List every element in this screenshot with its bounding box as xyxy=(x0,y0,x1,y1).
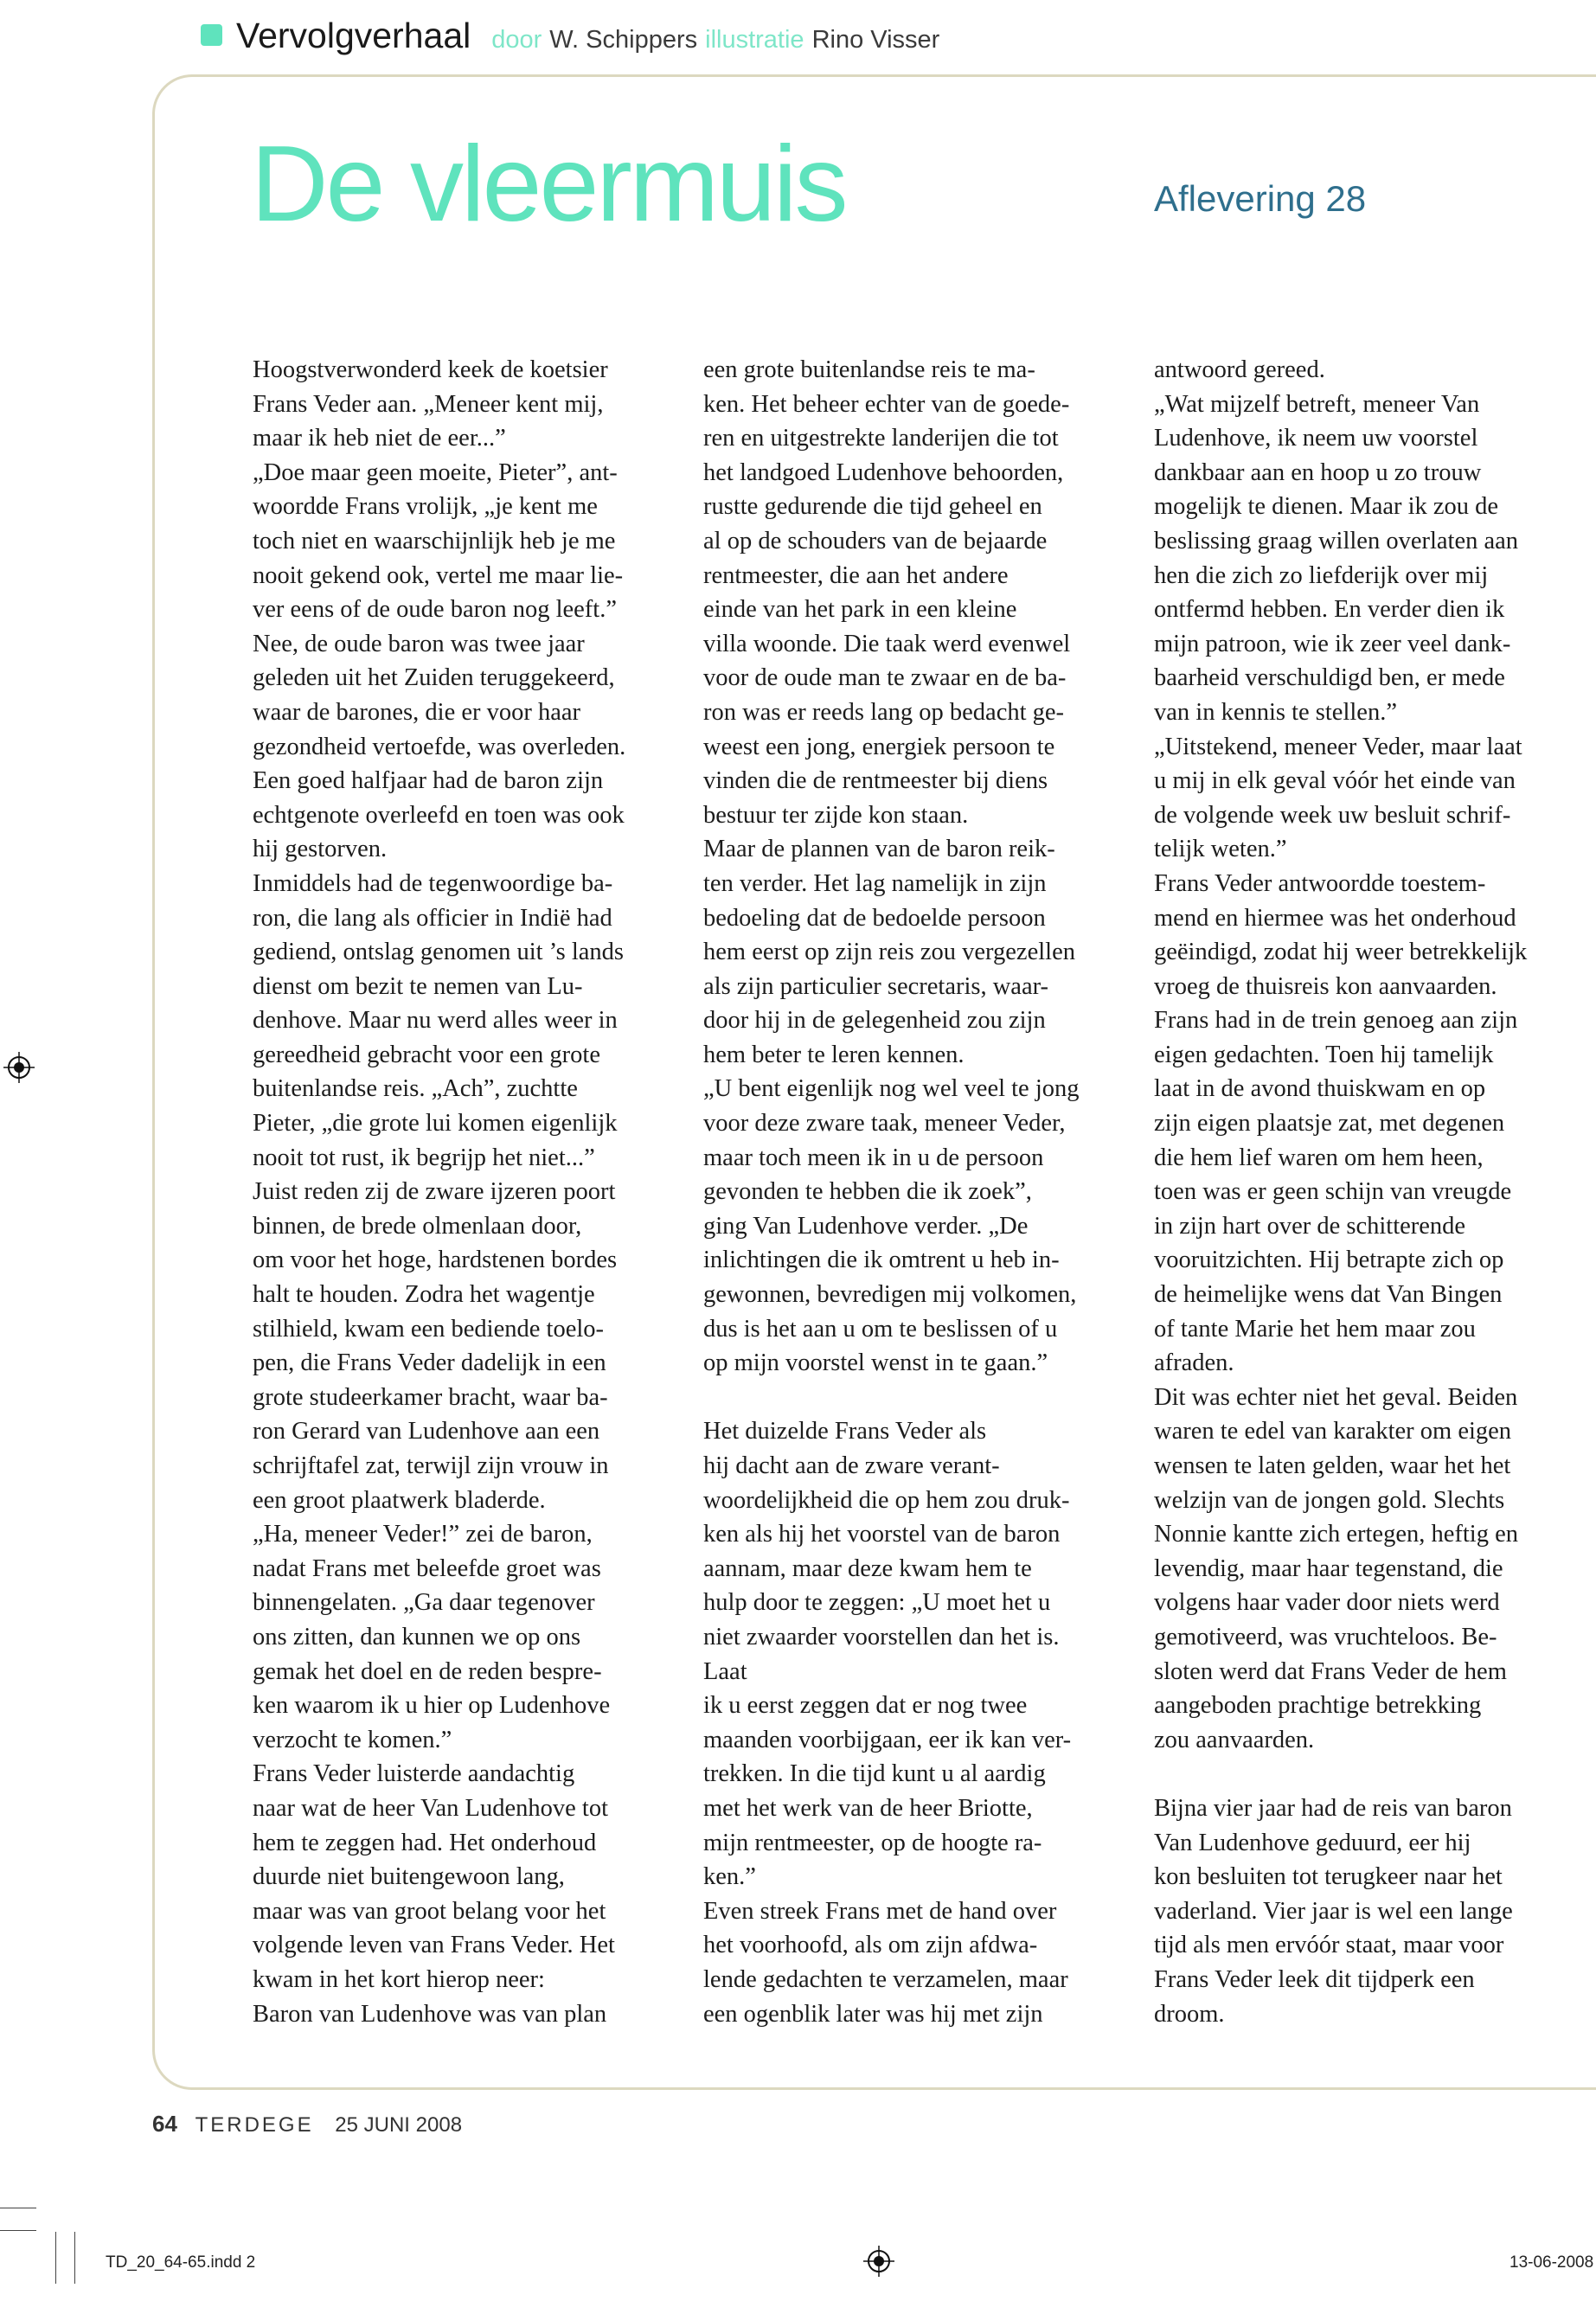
text-line: denhove. Maar nu werd alles weer in xyxy=(253,1007,618,1035)
text-line: niet zwaarder voorstellen dan het is. xyxy=(703,1623,1060,1650)
crop-mark xyxy=(55,2232,56,2284)
print-slug-date: 13-06-2008 xyxy=(1509,2253,1594,2272)
text-line: welzijn van de jongen gold. Slechts xyxy=(1154,1486,1505,1514)
registration-mark-icon xyxy=(863,2246,894,2277)
text-line: rustte gedurende die tijd geheel en xyxy=(703,493,1042,521)
text-line: Even streek Frans met de hand over xyxy=(703,1897,1057,1925)
registration-mark-icon xyxy=(3,1052,35,1083)
text-line: hulp door te zeggen: „U moet het u xyxy=(703,1589,1051,1617)
by-label: door xyxy=(491,26,542,54)
text-line: afraden. xyxy=(1154,1349,1234,1377)
illustration-label: illustratie xyxy=(705,26,804,54)
text-line: rentmeester, die aan het andere xyxy=(703,561,1009,589)
text-line: gevonden te hebben die ik zoek”, xyxy=(703,1178,1032,1206)
text-line: antwoord gereed. xyxy=(1154,356,1325,383)
text-line: dus is het aan u om te beslissen of u xyxy=(703,1315,1058,1343)
text-line: binnen, de brede olmenlaan door, xyxy=(253,1212,582,1240)
text-line: het landgoed Ludenhove behoorden, xyxy=(703,458,1064,486)
text-line: hij gestorven. xyxy=(253,836,388,863)
text-line: waren te edel van karakter om eigen xyxy=(1154,1418,1512,1445)
text-line: mijn patroon, wie ik zeer veel dank- xyxy=(1154,630,1511,657)
text-line: Baron van Ludenhove was van plan xyxy=(253,2000,607,2028)
text-line: zou aanvaarden. xyxy=(1154,1726,1315,1753)
text-line: Dit was echter niet het geval. Beiden xyxy=(1154,1383,1518,1411)
text-line: Juist reden zij de zware ijzeren poort xyxy=(253,1178,616,1206)
text-line: Laat xyxy=(703,1657,747,1685)
text-line: kwam in het kort hierop neer: xyxy=(253,1965,545,1993)
text-line: stilhield, kwam een bediende toelo- xyxy=(253,1315,604,1343)
paragraph-gap xyxy=(1154,1757,1595,1791)
text-line: om voor het hoge, hardstenen bordes xyxy=(253,1247,618,1274)
print-slug-file: TD_20_64-65.indd 2 xyxy=(106,2253,256,2272)
text-line: nooit gekend ook, vertel me maar lie- xyxy=(253,561,624,589)
text-line: dankbaar aan en hoop u zo trouw xyxy=(1154,458,1482,486)
text-line: gemak het doel en de reden bespre- xyxy=(253,1657,602,1685)
text-line: vinden die de rentmeester bij diens xyxy=(703,767,1048,795)
series-header xyxy=(201,16,947,67)
text-line: „Ha, meneer Veder!” zei de baron, xyxy=(253,1521,593,1548)
text-line: Frans Veder leek dit tijdperk een xyxy=(1154,1965,1475,1993)
rubric-label: Vervolgverhaal xyxy=(236,16,471,55)
text-line: vaderland. Vier jaar is wel een lange xyxy=(1154,1897,1513,1925)
text-line: eigen gedachten. Toen hij tamelijk xyxy=(1154,1041,1494,1068)
text-line: mijn rentmeester, op de hoogte ra- xyxy=(703,1829,1042,1856)
text-line: gemotiveerd, was vruchteloos. Be- xyxy=(1154,1623,1497,1650)
text-line: het voorhoofd, als om zijn afdwa- xyxy=(703,1932,1038,1959)
text-line: van in kennis te stellen.” xyxy=(1154,698,1397,726)
text-line: trekken. In die tijd kunt u al aardig xyxy=(703,1760,1046,1788)
text-line: Inmiddels had de tegenwoordige ba- xyxy=(253,869,613,897)
text-line: maanden voorbijgaan, eer ik kan ver- xyxy=(703,1726,1072,1753)
text-line: „Uitstekend, meneer Veder, maar laat xyxy=(1154,733,1522,760)
text-line: hem eerst op zijn reis zou vergezellen xyxy=(703,939,1075,966)
text-line: voor de oude man te zwaar en de ba- xyxy=(703,664,1067,692)
text-line: laat in de avond thuiskwam en op xyxy=(1154,1075,1486,1103)
text-line: voor deze zware taak, meneer Veder, xyxy=(703,1110,1066,1138)
text-line: Frans had in de trein genoeg aan zijn xyxy=(1154,1007,1518,1035)
text-line: ken als hij het voorstel van de baron xyxy=(703,1521,1061,1548)
text-line: Het duizelde Frans Veder als xyxy=(703,1418,987,1445)
article-title: De vleermuis xyxy=(251,125,846,244)
text-line: vooruitzichten. Hij betrapte zich op xyxy=(1154,1247,1504,1274)
text-line: mend en hiermee was het onderhoud xyxy=(1154,904,1516,932)
text-line: de volgende week uw besluit schrif- xyxy=(1154,801,1511,829)
text-line: maar toch meen ik in u de persoon xyxy=(703,1144,1044,1171)
text-line: „U bent eigenlijk nog wel veel te jong xyxy=(703,1075,1080,1103)
text-line: volgens haar vader door niets werd xyxy=(1154,1589,1500,1617)
text-line: halt te houden. Zodra het wagentje xyxy=(253,1281,595,1309)
text-line: Van Ludenhove geduurd, eer hij xyxy=(1154,1829,1471,1856)
paragraph-gap xyxy=(703,1381,1144,1415)
text-line: aannam, maar deze kwam hem te xyxy=(703,1554,1032,1582)
magazine-name: TERDEGE xyxy=(195,2113,314,2137)
text-line: in zijn hart over de schitterende xyxy=(1154,1212,1466,1240)
text-line: ging Van Ludenhove verder. „De xyxy=(703,1212,1029,1240)
text-line: waar de barones, die er voor haar xyxy=(253,698,581,726)
text-line: ontfermd hebben. En verder dien ik xyxy=(1154,596,1505,624)
text-line: grote studeerkamer bracht, waar ba- xyxy=(253,1383,608,1411)
text-line: levendig, maar haar tegenstand, die xyxy=(1154,1554,1503,1582)
crop-mark xyxy=(0,2230,36,2231)
text-line: de heimelijke wens dat Van Bingen xyxy=(1154,1281,1503,1309)
text-line: zijn eigen plaatsje zat, met degenen xyxy=(1154,1110,1505,1138)
illustrator-name: Rino Visser xyxy=(811,26,940,54)
text-line: al op de schouders van de bejaarde xyxy=(703,527,1048,554)
text-line: Frans Veder antwoordde toestem- xyxy=(1154,869,1486,897)
text-line: met het werk van de heer Briotte, xyxy=(703,1794,1033,1822)
text-line: villa woonde. Die taak werd evenwel xyxy=(703,630,1071,657)
text-line: hij dacht aan de zware verant- xyxy=(703,1452,1000,1479)
text-line: toch niet en waarschijnlijk heb je me xyxy=(253,527,616,554)
text-line: gewonnen, bevredigen mij volkomen, xyxy=(703,1281,1077,1309)
text-line: ron, die lang als officier in Indië had xyxy=(253,904,612,932)
text-line: ron was er reeds lang op bedacht ge- xyxy=(703,698,1065,726)
text-line: ron Gerard van Ludenhove aan een xyxy=(253,1418,600,1445)
text-line: Bijna vier jaar had de reis van baron xyxy=(1154,1794,1512,1822)
text-line: inlichtingen die ik omtrent u heb in- xyxy=(703,1247,1060,1274)
text-line: hem beter te leren kennen. xyxy=(703,1041,965,1068)
episode-label: Aflevering 28 xyxy=(1154,178,1367,219)
text-line: volgende leven van Frans Veder. Het xyxy=(253,1932,615,1959)
text-line: nooit tot rust, ik begrijp het niet...” xyxy=(253,1144,595,1171)
text-line: weest een jong, energiek persoon te xyxy=(703,733,1055,760)
text-line: schrijftafel zat, terwijl zijn vrouw in xyxy=(253,1452,609,1479)
text-line: ten verder. Het lag namelijk in zijn xyxy=(703,869,1047,897)
text-line: bestuur ter zijde kon staan. xyxy=(703,801,969,829)
page-number: 64 xyxy=(152,2111,177,2137)
text-line: tijd als men ervóór staat, maar voor xyxy=(1154,1932,1504,1959)
text-line: duurde niet buitengewoon lang, xyxy=(253,1863,565,1891)
accent-square-icon xyxy=(201,24,222,46)
text-line: dienst om bezit te nemen van Lu- xyxy=(253,972,583,1000)
text-line: naar wat de heer Van Ludenhove tot xyxy=(253,1794,608,1822)
text-line: „Doe maar geen moeite, Pieter”, ant- xyxy=(253,458,618,486)
text-line: gediend, ontslag genomen uit ’s lands xyxy=(253,939,625,966)
text-line: als zijn particulier secretaris, waar- xyxy=(703,972,1049,1000)
text-line: woordelijkheid die op hem zou druk- xyxy=(703,1486,1070,1514)
text-line: maar ik heb niet de eer...” xyxy=(253,425,506,452)
text-line: Frans Veder luisterde aandachtig xyxy=(253,1760,575,1788)
text-line: pen, die Frans Veder dadelijk in een xyxy=(253,1349,606,1377)
text-line: door hij in de gelegenheid zou zijn xyxy=(703,1007,1046,1035)
text-line: maar was van groot belang voor het xyxy=(253,1897,606,1925)
text-line: Ludenhove, ik neem uw voorstel xyxy=(1154,425,1478,452)
text-line: beslissing graag willen overlaten aan xyxy=(1154,527,1519,554)
text-line: Hoogstverwonderd keek de koetsier xyxy=(253,356,608,383)
text-line: Nonnie kantte zich ertegen, heftig en xyxy=(1154,1521,1518,1548)
text-line: of tante Marie het hem maar zou xyxy=(1154,1315,1476,1343)
text-line: hem te zeggen had. Het onderhoud xyxy=(253,1829,597,1856)
text-line: Een goed halfjaar had de baron zijn xyxy=(253,767,604,795)
text-line: ver eens of de oude baron nog leeft.” xyxy=(253,596,617,624)
text-line: u mij in elk geval vóór het einde van xyxy=(1154,767,1516,795)
text-line: lende gedachten te verzamelen, maar xyxy=(703,1965,1068,1993)
text-line: baarheid verschuldigd ben, er mede xyxy=(1154,664,1505,692)
text-line: aangeboden prachtige betrekking xyxy=(1154,1692,1482,1720)
text-column-1 xyxy=(253,353,694,2031)
text-line: mogelijk te dienen. Maar ik zou de xyxy=(1154,493,1499,521)
text-line: buitenlandse reis. „Ach”, zuchtte xyxy=(253,1075,578,1103)
text-line: op mijn voorstel wenst in te gaan.” xyxy=(703,1349,1048,1377)
text-line: ren en uitgestrekte landerijen die tot xyxy=(703,425,1059,452)
text-line: ik u eerst zeggen dat er nog twee xyxy=(703,1692,1028,1720)
text-line: die hem lief waren om hem heen, xyxy=(1154,1144,1484,1171)
text-line: echtgenote overleefd en toen was ook xyxy=(253,801,625,829)
text-line: vroeg de thuisreis kon aanvaarden. xyxy=(1154,972,1497,1000)
text-line: een ogenblik later was hij met zijn xyxy=(703,2000,1043,2028)
text-line: woordde Frans vrolijk, „je kent me xyxy=(253,493,598,521)
text-line: ken. Het beheer echter van de goede- xyxy=(703,390,1070,418)
text-line: ken.” xyxy=(703,1863,756,1891)
text-line: gezondheid vertoefde, was overleden. xyxy=(253,733,626,760)
issue-date: 25 JUNI 2008 xyxy=(335,2113,463,2137)
text-line: hen die zich zo liefderijk over mij xyxy=(1154,561,1489,589)
text-line: verzocht te komen.” xyxy=(253,1726,452,1753)
text-line: toen was er geen schijn van vreugde xyxy=(1154,1178,1512,1206)
text-line: geëindigd, zodat hij weer betrekkelijk xyxy=(1154,939,1528,966)
text-column-3 xyxy=(1154,353,1595,2031)
text-line: bedoeling dat de bedoelde persoon xyxy=(703,904,1046,932)
author-name: W. Schippers xyxy=(549,26,698,54)
text-line: droom. xyxy=(1154,2000,1225,2028)
page-footer xyxy=(152,2111,462,2138)
text-line: einde van het park in een kleine xyxy=(703,596,1017,624)
text-line: een grote buitenlandse reis te ma- xyxy=(703,356,1035,383)
text-line: Maar de plannen van de baron reik- xyxy=(703,836,1055,863)
text-line: „Wat mijzelf betreft, meneer Van xyxy=(1154,390,1480,418)
text-line: nadat Frans met beleefde groet was xyxy=(253,1554,601,1582)
text-line: ken waarom ik u hier op Ludenhove xyxy=(253,1692,611,1720)
text-line: wensen te laten gelden, waar het het xyxy=(1154,1452,1511,1479)
text-line: binnengelaten. „Ga daar tegenover xyxy=(253,1589,595,1617)
text-line: geleden uit het Zuiden teruggekeerd, xyxy=(253,664,615,692)
text-line: ons zitten, dan kunnen we op ons xyxy=(253,1623,581,1650)
text-line: telijk weten.” xyxy=(1154,836,1287,863)
text-line: Frans Veder aan. „Meneer kent mij, xyxy=(253,390,604,418)
text-line: een groot plaatwerk bladerde. xyxy=(253,1486,546,1514)
text-line: Nee, de oude baron was twee jaar xyxy=(253,630,585,657)
text-line: Pieter, „die grote lui komen eigenlijk xyxy=(253,1110,618,1138)
crop-mark xyxy=(74,2232,75,2284)
text-line: gereedheid gebracht voor een grote xyxy=(253,1041,600,1068)
text-column-2 xyxy=(703,353,1144,2031)
text-line: sloten werd dat Frans Veder de hem xyxy=(1154,1657,1507,1685)
text-line: kon besluiten tot terugkeer naar het xyxy=(1154,1863,1503,1891)
